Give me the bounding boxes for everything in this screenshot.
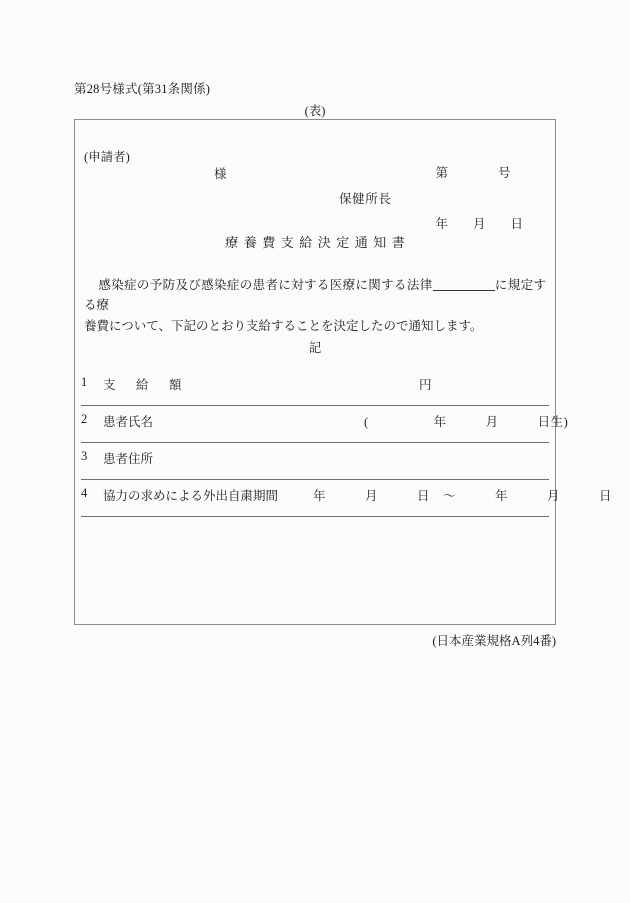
item-period-field: 年 月 日 ～ 年 月 日 [313,489,613,503]
item-label-patient-name: 患者氏名 [103,415,154,429]
body-line1-before-blank: 感染症の予防及び感染症の患者に対する医療に関する法律 [98,278,433,292]
document-date-line: 年 月 日 [435,217,523,232]
item-unit-yen: 円 [419,378,432,392]
item-number: 2 [81,412,88,426]
item-row-patient-name [81,406,569,443]
honorific-label: 様 [214,167,227,181]
item-number: 3 [81,449,88,463]
item-row-patient-address [81,443,549,480]
body-line2: 養費について、下記のとおり支給することを決定したので通知します。 [84,318,483,333]
item-number: 4 [81,486,88,500]
law-name-blank-field[interactable] [433,290,495,291]
item-birthdate-field: ( 年 月 日生) [364,415,569,429]
item-label-self-restraint-period: 協力の求めによる外出自粛期間 [103,489,279,503]
item-label-payment-amount: 支 給 額 [103,378,186,392]
items-list [81,369,613,517]
page-title: 療養費支給決定通知書 [225,235,411,250]
item-number: 1 [81,375,88,389]
applicant-label: (申請者) [84,150,130,164]
item-row-payment-amount [81,369,549,406]
item-label-patient-address: 患者住所 [103,452,154,466]
document-number-line: 第 号 [435,165,511,180]
form-number-label: 第28号様式(第31条関係) [74,82,211,96]
form-body-box [74,119,613,625]
body-paragraph [84,275,546,336]
form-side-label: (表) [304,104,326,118]
ki-marker: 記 [308,341,322,355]
issuer-label: 保健所長 [339,192,392,206]
paper-size-note: (日本産業規格A列4番) [432,634,556,648]
item-row-self-restraint-period [81,480,613,517]
body-line1-after-blank: に規定する療 [84,278,546,313]
